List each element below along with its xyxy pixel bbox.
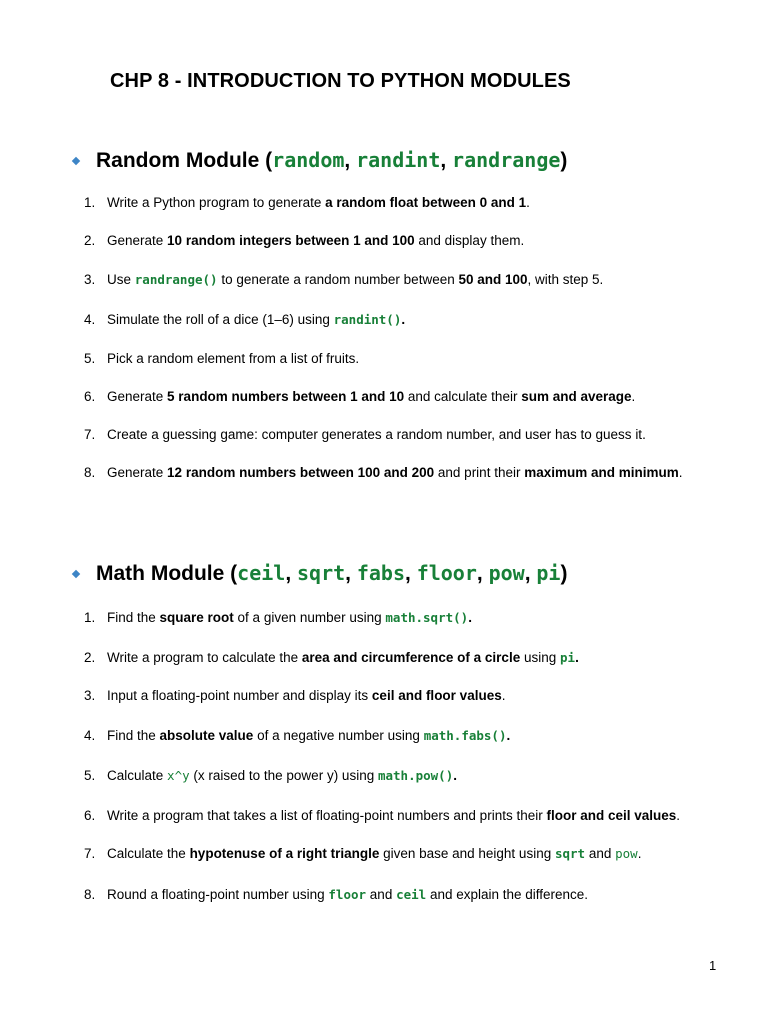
item-text: Input a floating-point number and display its [107, 688, 372, 703]
item-number: 4. [84, 728, 96, 743]
heading-separator: , [344, 149, 357, 172]
item-code: randint() [333, 312, 402, 327]
item-text: . [401, 312, 406, 327]
item-text: , with step 5. [527, 272, 604, 287]
heading-code-fabs: fabs [356, 561, 406, 585]
item-number: 2. [84, 233, 96, 248]
item-bold-text: 12 random numbers between 100 and 200 [167, 465, 435, 480]
heading-separator: , [524, 562, 537, 585]
item-number: 8. [84, 887, 96, 902]
item-number: 6. [84, 389, 96, 404]
list-item [84, 464, 683, 482]
item-number: 1. [84, 195, 96, 210]
item-number: 5. [84, 351, 96, 366]
heading-suffix: ) [560, 149, 568, 172]
item-text: Simulate the roll of a dice (1–6) using [107, 312, 334, 327]
item-bold-text: floor and ceil values [546, 808, 677, 823]
list-item [84, 232, 524, 250]
list-item [84, 609, 472, 627]
item-text: . [631, 389, 636, 404]
item-bold-text: sum and average [521, 389, 632, 404]
heading-separator: , [285, 562, 297, 585]
item-text: and [585, 846, 616, 861]
list-item [84, 767, 457, 785]
item-text: . [468, 610, 472, 625]
item-number: 1. [84, 610, 96, 625]
list-item [84, 687, 505, 705]
list-item [84, 271, 603, 289]
item-code: x^y [167, 768, 190, 783]
list-item [84, 845, 641, 863]
list-item [84, 649, 579, 667]
item-text: . [501, 688, 506, 703]
heading-suffix: ) [560, 562, 568, 585]
list-item [84, 311, 405, 329]
item-text: of a given number using [233, 610, 386, 625]
item-code: ceil [396, 887, 427, 902]
item-bold-text: square root [159, 610, 234, 625]
item-bold-text: 10 random integers between 1 and 100 [167, 233, 415, 248]
heading-code-pow: pow [488, 561, 525, 585]
item-text: Create a guessing game: computer generates a random number, and user has to guess it. [107, 427, 646, 442]
diamond-bullet-icon [72, 569, 80, 577]
page-number: 1 [709, 958, 717, 973]
item-code: pi [560, 650, 576, 665]
item-code: floor [328, 887, 367, 902]
item-text: given base and height using [379, 846, 555, 861]
item-text: Generate [107, 465, 168, 480]
random-heading-text [96, 148, 567, 173]
list-item [84, 807, 680, 825]
item-text: . [676, 808, 681, 823]
item-number: 4. [84, 312, 96, 327]
diamond-bullet-icon [72, 156, 80, 164]
item-bold-text: a random float between 0 and 1 [325, 195, 527, 210]
heading-prefix: Random Module ( [96, 149, 273, 172]
item-code: sqrt [554, 846, 586, 861]
heading-prefix: Math Module ( [96, 562, 238, 585]
item-number: 5. [84, 768, 96, 783]
list-item [84, 388, 635, 406]
list-item [84, 727, 510, 745]
heading-separator: , [440, 149, 453, 172]
item-text: . [526, 195, 530, 210]
heading-code-randint: randint [356, 148, 441, 172]
list-item [84, 194, 530, 212]
item-text: Write a Python program to generate [107, 195, 326, 210]
item-bold-text: 5 random numbers between 1 and 10 [167, 389, 405, 404]
math-module-heading [70, 561, 567, 586]
item-text: and print their [434, 465, 525, 480]
item-number: 2. [84, 650, 96, 665]
heading-code-sqrt: sqrt [297, 561, 346, 585]
item-number: 7. [84, 846, 96, 861]
item-text: Calculate the [107, 846, 190, 861]
random-module-heading [70, 148, 567, 173]
item-text: Pick a random element from a list of fruits. [107, 351, 360, 366]
item-text: Calculate [107, 768, 168, 783]
item-text: Generate [107, 389, 168, 404]
heading-code-randrange: randrange [452, 148, 561, 172]
heading-separator: , [476, 562, 489, 585]
item-bold-text: maximum and minimum [524, 465, 679, 480]
item-text: . [575, 650, 579, 665]
heading-code-random: random [272, 148, 345, 172]
item-text: and display them. [414, 233, 525, 248]
item-text: of a negative number using [253, 728, 424, 743]
item-code: math.sqrt() [385, 610, 469, 625]
item-text: Generate [107, 233, 168, 248]
item-number: 3. [84, 688, 96, 703]
item-text: (x raised to the power y) using [189, 768, 378, 783]
item-code: math.fabs() [423, 728, 507, 743]
item-number: 7. [84, 427, 96, 442]
math-heading-text [96, 561, 567, 586]
list-item [84, 350, 359, 368]
item-text: . [678, 465, 683, 480]
item-text: and calculate their [404, 389, 522, 404]
heading-separator: , [345, 562, 357, 585]
item-code: math.pow() [377, 768, 454, 783]
item-text: Round a floating-point number using [107, 887, 329, 902]
item-text: Find the [107, 610, 160, 625]
item-text: . [637, 846, 642, 861]
item-text: and explain the difference. [426, 887, 589, 902]
item-text: Write a program that takes a list of floating-point numbers and prints their [107, 808, 547, 823]
item-text: Find the [107, 728, 160, 743]
item-text: Write a program to calculate the [107, 650, 302, 665]
item-code: randrange() [134, 272, 218, 287]
page-title: CHP 8 - INTRODUCTION TO PYTHON MODULES [110, 70, 571, 92]
item-text: and [366, 887, 397, 902]
item-bold-text: hypotenuse of a right triangle [189, 846, 380, 861]
heading-code-floor: floor [416, 561, 477, 585]
item-text: using [520, 650, 560, 665]
item-text: Use [107, 272, 135, 287]
item-code: pow [615, 846, 638, 861]
list-item [84, 426, 646, 444]
item-text: to generate a random number between [217, 272, 459, 287]
heading-separator: , [405, 562, 417, 585]
heading-code-ceil: ceil [237, 561, 286, 585]
item-text: . [506, 728, 511, 743]
heading-code-pi: pi [536, 561, 561, 585]
item-bold-text: absolute value [159, 728, 254, 743]
item-bold-text: 50 and 100 [458, 272, 528, 287]
item-number: 6. [84, 808, 96, 823]
item-bold-text: area and circumference of a circle [301, 650, 521, 665]
item-text: . [453, 768, 457, 783]
list-item [84, 886, 588, 904]
item-bold-text: ceil and floor values [371, 688, 502, 703]
item-number: 8. [84, 465, 96, 480]
item-number: 3. [84, 272, 96, 287]
